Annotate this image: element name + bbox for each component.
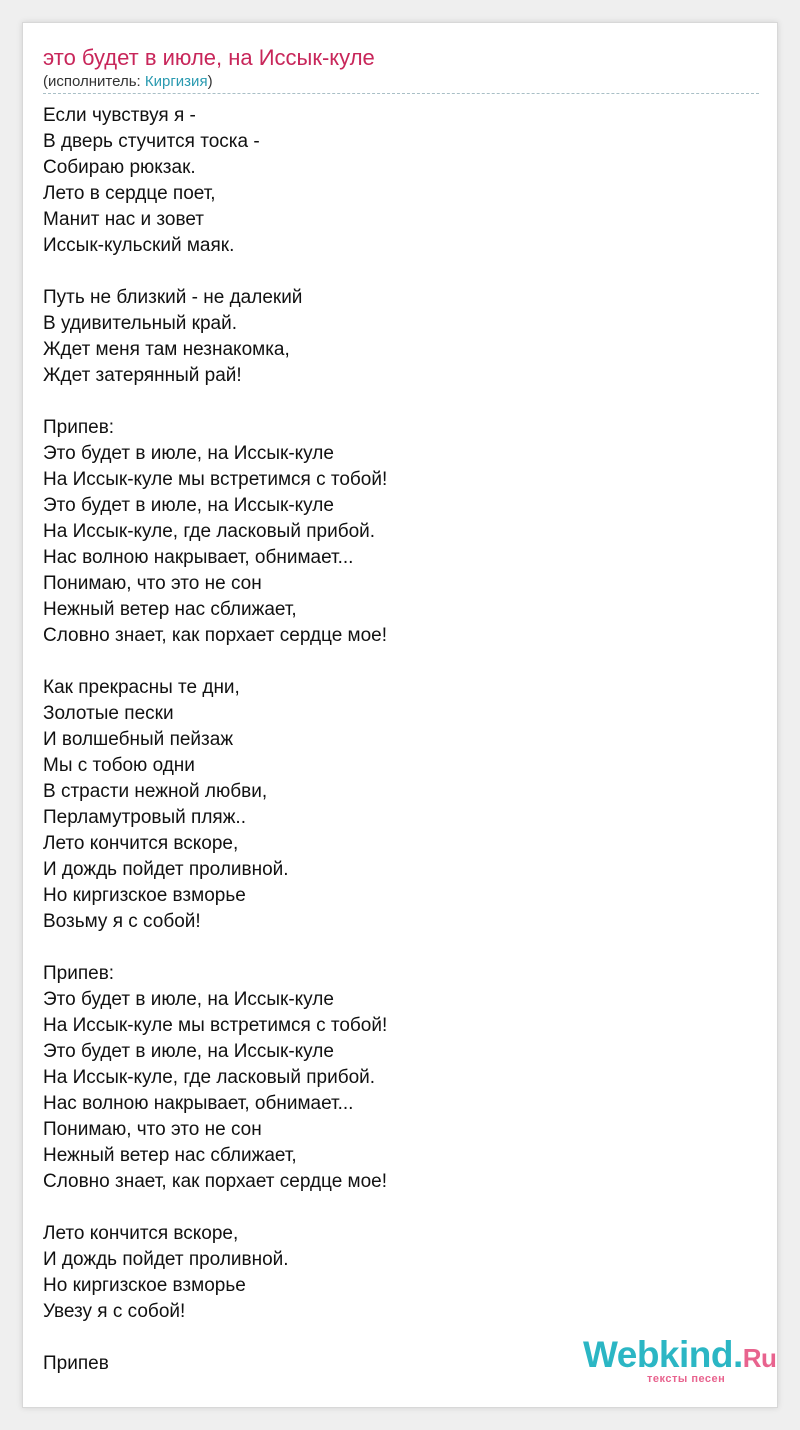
lyric-line: Это будет в июле, на Иссык-куле bbox=[43, 495, 334, 516]
lyric-line: Как прекрасны те дни, bbox=[43, 677, 240, 698]
lyric-line: Увезу я с собой! bbox=[43, 1301, 186, 1322]
lyric-line: Нас волною накрывает, обнимает... bbox=[43, 547, 354, 568]
artist-link[interactable]: Киргизия bbox=[144, 73, 208, 90]
lyric-line: В дверь стучится тоска - bbox=[43, 131, 260, 152]
lyrics-stanza bbox=[43, 1221, 743, 1325]
lyric-line: Лето кончится вскоре, bbox=[43, 833, 239, 854]
lyric-line: Собираю рюкзак. bbox=[43, 157, 196, 178]
lyrics-card bbox=[22, 22, 778, 1408]
lyric-line: Манит нас и зовет bbox=[43, 209, 205, 230]
artist-line bbox=[43, 73, 213, 91]
lyrics-stanza bbox=[43, 961, 743, 1195]
lyrics-stanza bbox=[43, 285, 743, 389]
lyric-line: Путь не близкий - не далекий bbox=[43, 287, 303, 308]
lyric-line: В удивительный край. bbox=[43, 313, 238, 334]
lyric-line: И дождь пойдет проливной. bbox=[43, 1249, 289, 1270]
lyrics-stanza bbox=[43, 415, 743, 649]
lyric-line: Ждет затерянный рай! bbox=[43, 365, 242, 386]
lyric-line: На Иссык-куле мы встретимся с тобой! bbox=[43, 469, 388, 490]
lyric-line: Нас волною накрывает, обнимает... bbox=[43, 1093, 354, 1114]
lyric-line: Припев: bbox=[43, 963, 115, 984]
lyric-line: Припев: bbox=[43, 417, 115, 438]
logo-tld: Ru bbox=[742, 1343, 777, 1373]
lyric-line: Нежный ветер нас сближает, bbox=[43, 599, 297, 620]
lyric-line: И дождь пойдет проливной. bbox=[43, 859, 289, 880]
lyric-line: Понимаю, что это не сон bbox=[43, 1119, 262, 1140]
webkind-logo[interactable] bbox=[583, 1334, 777, 1395]
lyric-line: Лето в сердце поет, bbox=[43, 183, 216, 204]
lyric-line: Иссык-кульский маяк. bbox=[43, 235, 235, 256]
lyric-line: Это будет в июле, на Иссык-куле bbox=[43, 1041, 334, 1062]
lyric-line: Но киргизское взморье bbox=[43, 1275, 246, 1296]
lyric-line: И волшебный пейзаж bbox=[43, 729, 234, 750]
lyric-line: Это будет в июле, на Иссык-куле bbox=[43, 443, 334, 464]
title-divider bbox=[43, 93, 759, 94]
lyric-line: Мы с тобою одни bbox=[43, 755, 195, 776]
lyric-line: Возьму я с собой! bbox=[43, 911, 201, 932]
lyric-line: На Иссык-куле, где ласковый прибой. bbox=[43, 1067, 376, 1088]
lyric-line: Но киргизское взморье bbox=[43, 885, 246, 906]
lyrics-stanza bbox=[43, 103, 743, 259]
logo-name: Webkind bbox=[583, 1334, 733, 1375]
song-title: это будет в июле, на Иссык-куле bbox=[43, 45, 375, 70]
lyric-line: Лето кончится вскоре, bbox=[43, 1223, 239, 1244]
lyric-line: Нежный ветер нас сближает, bbox=[43, 1145, 297, 1166]
lyric-line: Это будет в июле, на Иссык-куле bbox=[43, 989, 334, 1010]
lyrics-body bbox=[43, 103, 743, 1403]
lyric-line: Припев bbox=[43, 1353, 109, 1374]
lyric-line: На Иссык-куле, где ласковый прибой. bbox=[43, 521, 376, 542]
artist-prefix: (исполнитель: bbox=[43, 73, 145, 90]
logo-wordmark bbox=[583, 1335, 776, 1378]
logo-dot: . bbox=[733, 1334, 743, 1375]
lyric-line: Если чувствуя я - bbox=[43, 105, 196, 126]
lyric-line: Ждет меня там незнакомка, bbox=[43, 339, 290, 360]
artist-suffix: ) bbox=[207, 73, 213, 90]
lyric-line: Понимаю, что это не сон bbox=[43, 573, 262, 594]
lyric-line: Золотые пески bbox=[43, 703, 174, 724]
lyric-line: На Иссык-куле мы встретимся с тобой! bbox=[43, 1015, 388, 1036]
lyric-line: Перламутровый пляж.. bbox=[43, 807, 246, 828]
lyric-line: В страсти нежной любви, bbox=[43, 781, 268, 802]
logo-tagline: тексты песен bbox=[647, 1373, 726, 1385]
lyrics-stanza bbox=[43, 675, 743, 935]
lyric-line: Словно знает, как порхает сердце мое! bbox=[43, 625, 388, 646]
lyric-line: Словно знает, как порхает сердце мое! bbox=[43, 1171, 388, 1192]
